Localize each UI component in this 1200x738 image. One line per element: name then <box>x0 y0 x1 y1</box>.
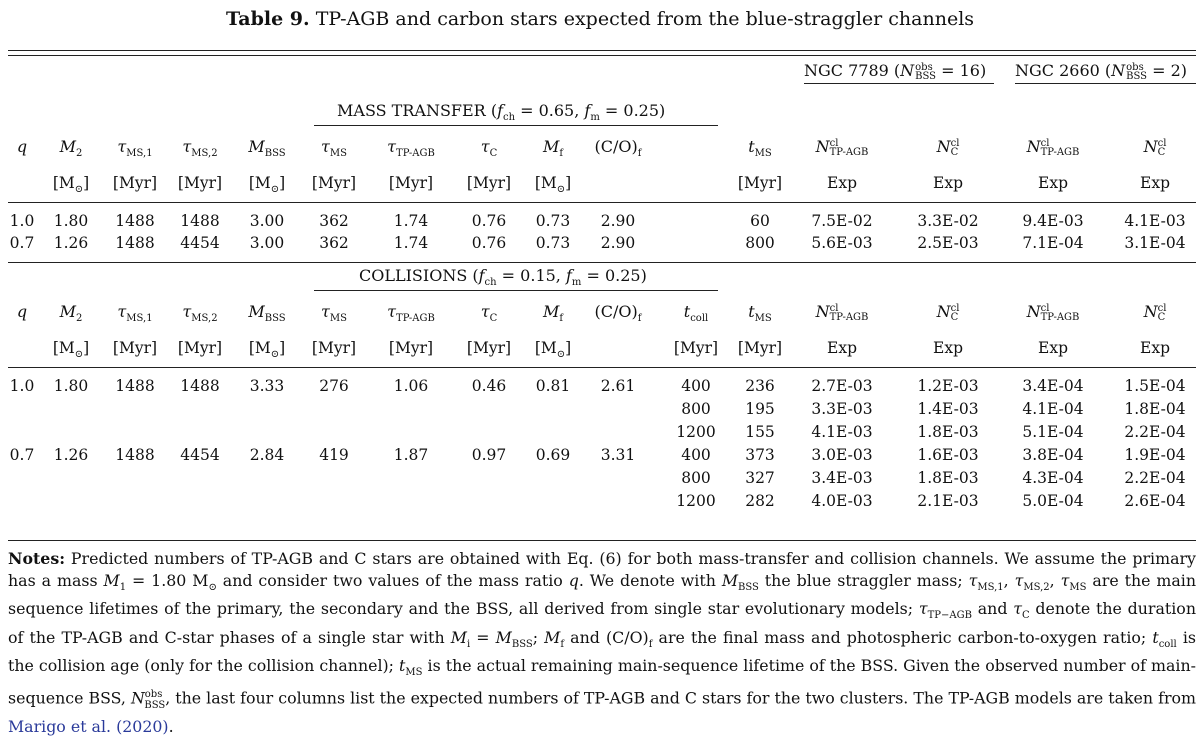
mt-cell: 3.00 <box>249 212 285 230</box>
coll-cell: 0.81 <box>535 377 571 395</box>
coll-cell: 2.1E-03 <box>917 492 979 510</box>
mt-unit-12: Exp <box>827 174 857 192</box>
coll-cell: 5.0E-04 <box>1022 492 1084 510</box>
mt-unit-4: $[M_⊙]$ <box>248 174 286 196</box>
coll-unit-11: [Myr] <box>737 339 783 357</box>
coll-unit-13: Exp <box>933 339 963 357</box>
mt-cell: 2.90 <box>600 212 636 230</box>
mt-cell: 0.73 <box>535 234 571 252</box>
coll-unit-3: [Myr] <box>177 339 223 357</box>
coll-unit-14: Exp <box>1038 339 1068 357</box>
coll-header-1: $M_2$ <box>59 302 83 325</box>
coll-header-6: $\tau_{TP-AGB}$ <box>387 302 435 325</box>
mt-header-15: Ncl C <box>1143 137 1167 158</box>
coll-unit-2: [Myr] <box>112 339 158 357</box>
mt-cell: 362 <box>319 234 349 252</box>
mt-cell: 1.74 <box>393 234 429 252</box>
coll-cell: 0.97 <box>471 446 507 464</box>
top-rule-thick <box>8 50 1196 51</box>
mt-cell: 800 <box>745 234 775 252</box>
coll-header-2: $\tau_{MS,1}$ <box>117 302 153 325</box>
mt-cell: 1.26 <box>53 234 89 252</box>
coll-cell: 1.06 <box>393 377 429 395</box>
coll-cell: 4.1E-03 <box>811 423 873 441</box>
coll-header-15: Ncl C <box>1143 302 1167 323</box>
cluster-rule-ngc7789 <box>804 83 994 84</box>
coll-cell: 3.0E-03 <box>811 446 873 464</box>
mt-cell: 3.3E-02 <box>917 212 979 230</box>
coll-unit-1: $[M_⊙]$ <box>52 339 90 361</box>
coll-header-5: $\tau_{MS}$ <box>321 302 347 325</box>
mt-cell: 1.0 <box>9 212 35 230</box>
coll-cell: 4.1E-04 <box>1022 400 1084 418</box>
coll-unit-12: Exp <box>827 339 857 357</box>
group-label-mass-transfer: MASS TRANSFER ($f_{ch} = 0.65$, $f_m = 0.25$) <box>337 101 666 124</box>
table-number: Table 9. <box>225 8 310 30</box>
table-notes: Notes: Predicted numbers of TP-AGB and C stars are obtained with Eq. (6) for both mass-transfer and collision channels. We assume the primary has a mass $M_1 = 1.80$ $M_⊙$ and consider two values of the mass ratio q. We denote with $M_{BSS}$ the blue straggler mass; $\tau_{MS,1}$, $\tau_{MS,2}$, $\tau_{MS}$ are the main sequence lifetimes of the primary, the secondary and the BSS, all derived from single star evolutionary models; $\tau_{TP-AGB}$ and $\tau_C$ denote the duration of the TP-AGB and C-star phases of a single star with $M_i = M_{BSS}$; $M_f$ and $(C/O)_f$ are the final mass and photospheric carbon-to-oxygen ratio; $t_{coll}$ is the collision age (only for the collision channel); $t_{MS}$ is the actual remaining main-sequence lifetime of the BSS. Given the observed number of main-sequence BSS, $N^{obs}_{BSS}$, the last four columns list the expected numbers of TP-AGB and C stars for the two clusters. The TP-AGB models are taken from Marigo et al. (2020). <box>8 549 1197 737</box>
coll-cell: 4454 <box>180 446 220 464</box>
coll-cell: 400 <box>681 446 711 464</box>
coll-cell: 4.0E-03 <box>811 492 873 510</box>
mt-unit-3: [Myr] <box>177 174 223 192</box>
coll-cell: 2.2E-04 <box>1124 469 1186 487</box>
units-rule <box>8 202 1196 203</box>
group-rule-collisions <box>314 290 718 291</box>
top-rule-thin <box>8 55 1196 56</box>
coll-header-10: $t_{coll}$ <box>683 302 709 325</box>
coll-cell: 4.3E-04 <box>1022 469 1084 487</box>
coll-cell: 1200 <box>676 423 716 441</box>
bottom-rule <box>8 540 1196 541</box>
coll-cell: 3.31 <box>600 446 636 464</box>
coll-unit-6: [Myr] <box>388 339 434 357</box>
coll-cell: 1.9E-04 <box>1124 446 1186 464</box>
coll-cell: 800 <box>681 400 711 418</box>
cluster-rule-ngc2660 <box>1015 83 1196 84</box>
mt-cell: 2.5E-03 <box>917 234 979 252</box>
coll-cell: 3.3E-03 <box>811 400 873 418</box>
coll-cell: 1.6E-03 <box>917 446 979 464</box>
coll-cell: 2.84 <box>249 446 285 464</box>
coll-cell: 2.2E-04 <box>1124 423 1186 441</box>
coll-header-11: $t_{MS}$ <box>748 302 772 325</box>
mt-unit-8: $[M_⊙]$ <box>534 174 572 196</box>
coll-unit-15: Exp <box>1140 339 1170 357</box>
coll-cell: 282 <box>745 492 775 510</box>
mt-cell: 1488 <box>180 212 220 230</box>
group-rule-mass-transfer <box>314 125 718 126</box>
mt-cell: 7.1E-04 <box>1022 234 1084 252</box>
coll-cell: 155 <box>745 423 775 441</box>
mt-unit-2: [Myr] <box>112 174 158 192</box>
coll-cell: 2.7E-03 <box>811 377 873 395</box>
coll-cell: 2.61 <box>600 377 636 395</box>
mt-header-3: $\tau_{MS,2}$ <box>182 137 218 160</box>
mt-header-12: Ncl TP-AGB <box>815 137 869 158</box>
mt-cell: 2.90 <box>600 234 636 252</box>
mt-unit-5: [Myr] <box>311 174 357 192</box>
coll-header-4: $M_{BSS}$ <box>248 302 286 325</box>
coll-unit-7: [Myr] <box>466 339 512 357</box>
mt-cell: 9.4E-03 <box>1022 212 1084 230</box>
coll-cell: 1.5E-04 <box>1124 377 1186 395</box>
coll-cell: 800 <box>681 469 711 487</box>
coll-header-8: $M_f$ <box>542 302 564 325</box>
mt-unit-11: [Myr] <box>737 174 783 192</box>
mt-cell: 3.1E-04 <box>1124 234 1186 252</box>
mt-cell: 362 <box>319 212 349 230</box>
coll-cell: 1.8E-03 <box>917 469 979 487</box>
coll-header-13: Ncl C <box>936 302 960 323</box>
mt-header-13: Ncl C <box>936 137 960 158</box>
coll-cell: 373 <box>745 446 775 464</box>
coll-cell: 1488 <box>115 377 155 395</box>
mt-unit-15: Exp <box>1140 174 1170 192</box>
mt-cell: 3.00 <box>249 234 285 252</box>
table-caption <box>0 8 1200 30</box>
coll-header-9: $(C/O)_f$ <box>594 302 642 325</box>
notes-label: Notes: <box>8 549 66 568</box>
mt-unit-6: [Myr] <box>388 174 434 192</box>
cluster-header-ngc7789: NGC 7789 (Nobs BSS = 16) <box>804 61 987 82</box>
mt-header-6: $\tau_{TP-AGB}$ <box>387 137 435 160</box>
table-title: TP-AGB and carbon stars expected from the blue-straggler channels <box>315 8 975 30</box>
mt-cell: 1488 <box>115 212 155 230</box>
mt-cell: 0.73 <box>535 212 571 230</box>
mt-header-4: $M_{BSS}$ <box>248 137 286 160</box>
coll-cell: 3.4E-03 <box>811 469 873 487</box>
mt-unit-7: [Myr] <box>466 174 512 192</box>
section-divider <box>8 262 1196 263</box>
coll-cell: 1.2E-03 <box>917 377 979 395</box>
mt-cell: 4.1E-03 <box>1124 212 1186 230</box>
coll-cell: 327 <box>745 469 775 487</box>
coll-cell: 1.8E-04 <box>1124 400 1186 418</box>
coll-cell: 1.4E-03 <box>917 400 979 418</box>
coll-cell: 0.46 <box>471 377 507 395</box>
cluster-header-ngc2660: NGC 2660 (Nobs BSS = 2) <box>1015 61 1188 82</box>
coll-cell: 3.33 <box>249 377 285 395</box>
mt-cell: 60 <box>750 212 770 230</box>
coll-cell: 0.7 <box>9 446 35 464</box>
mt-header-14: Ncl TP-AGB <box>1026 137 1080 158</box>
mt-unit-13: Exp <box>933 174 963 192</box>
mt-cell: 1.74 <box>393 212 429 230</box>
mt-unit-14: Exp <box>1038 174 1068 192</box>
mt-header-9: $(C/O)_f$ <box>594 137 642 160</box>
coll-cell: 0.69 <box>535 446 571 464</box>
coll-cell: 195 <box>745 400 775 418</box>
reference-link[interactable]: Marigo et al. (2020) <box>8 717 169 737</box>
coll-cell: 1488 <box>115 446 155 464</box>
mt-cell: 1.80 <box>53 212 89 230</box>
coll-cell: 3.8E-04 <box>1022 446 1084 464</box>
mt-cell: 0.76 <box>471 212 507 230</box>
coll-cell: 3.4E-04 <box>1022 377 1084 395</box>
coll-header-14: Ncl TP-AGB <box>1026 302 1080 323</box>
coll-unit-4: $[M_⊙]$ <box>248 339 286 361</box>
coll-header-12: Ncl TP-AGB <box>815 302 869 323</box>
mt-cell: 1488 <box>115 234 155 252</box>
coll-header-7: $\tau_C$ <box>480 302 498 325</box>
coll-cell: 5.1E-04 <box>1022 423 1084 441</box>
coll-cell: 1.80 <box>53 377 89 395</box>
coll-cell: 400 <box>681 377 711 395</box>
coll-cell: 1488 <box>180 377 220 395</box>
mt-header-2: $\tau_{MS,1}$ <box>117 137 153 160</box>
coll-cell: 2.6E-04 <box>1124 492 1186 510</box>
mt-unit-1: $[M_⊙]$ <box>52 174 90 196</box>
mt-header-1: $M_2$ <box>59 137 83 160</box>
coll-cell: 1.87 <box>393 446 429 464</box>
group-label-collisions: COLLISIONS ($f_{ch} = 0.15$, $f_m = 0.25$) <box>359 266 647 289</box>
coll-cell: 419 <box>319 446 349 464</box>
mt-cell: 0.76 <box>471 234 507 252</box>
mt-header-11: $t_{MS}$ <box>748 137 772 160</box>
coll-header-0: q <box>16 302 28 321</box>
coll-unit-8: $[M_⊙]$ <box>534 339 572 361</box>
coll-cell: 276 <box>319 377 349 395</box>
coll-cell: 236 <box>745 377 775 395</box>
mt-header-8: $M_f$ <box>542 137 564 160</box>
mt-header-7: $\tau_C$ <box>480 137 498 160</box>
mt-header-0: q <box>16 137 28 156</box>
coll-unit-5: [Myr] <box>311 339 357 357</box>
mt-header-5: $\tau_{MS}$ <box>321 137 347 160</box>
mt-cell: 7.5E-02 <box>811 212 873 230</box>
coll-cell: 1200 <box>676 492 716 510</box>
coll-cell: 1.0 <box>9 377 35 395</box>
coll-unit-10: [Myr] <box>673 339 719 357</box>
mt-cell: 0.7 <box>9 234 35 252</box>
mt-cell: 5.6E-03 <box>811 234 873 252</box>
coll-cell: 1.8E-03 <box>917 423 979 441</box>
mt-cell: 4454 <box>180 234 220 252</box>
coll-cell: 1.26 <box>53 446 89 464</box>
coll-header-3: $\tau_{MS,2}$ <box>182 302 218 325</box>
units-rule <box>8 367 1196 368</box>
